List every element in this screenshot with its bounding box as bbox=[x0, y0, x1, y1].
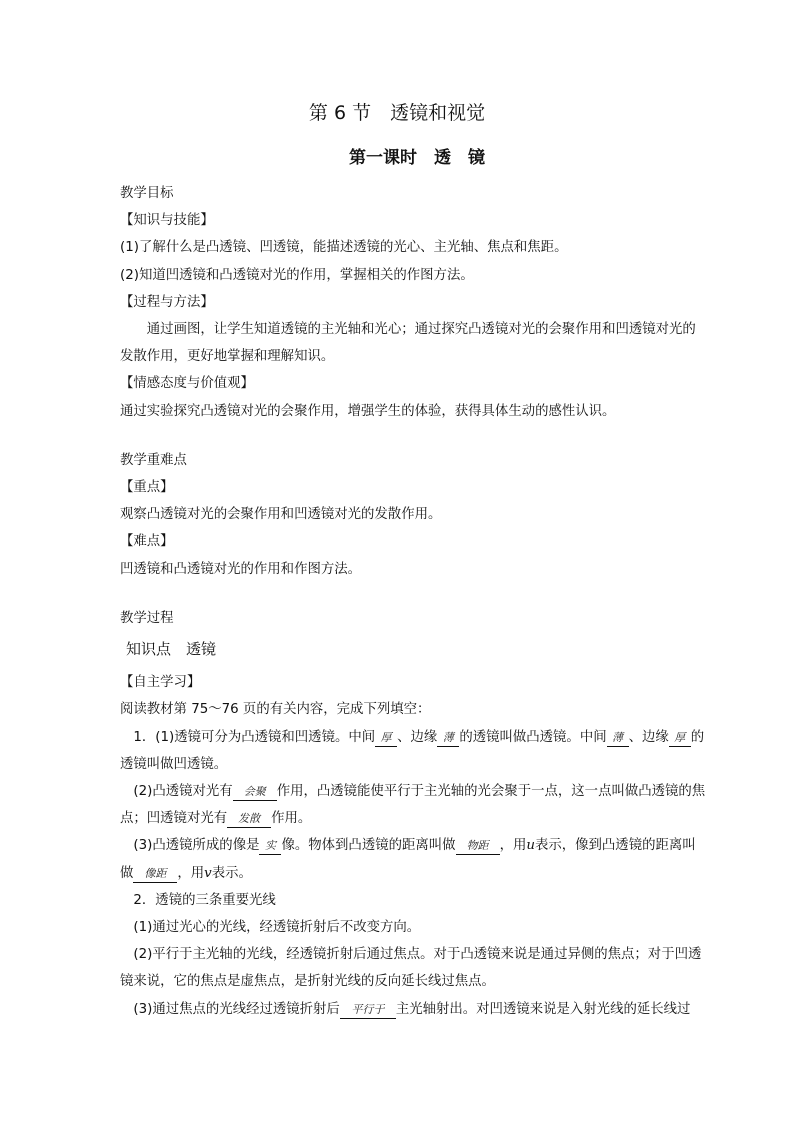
knowledge-point-title: 知识点 透镜 bbox=[126, 640, 217, 659]
q2-text-3: 作用。 bbox=[271, 811, 312, 827]
answer-blank: 薄 bbox=[437, 730, 459, 747]
q3-text-6: 表示。 bbox=[211, 865, 252, 881]
question-1 bbox=[120, 724, 706, 778]
objectives-heading: 教学目标 bbox=[120, 186, 174, 201]
ray3-text-1: (3)通过焦点的光线经过透镜折射后 bbox=[133, 1001, 340, 1017]
attitude-heading: 【情感态度与价值观】 bbox=[120, 376, 254, 392]
process2-heading: 教学过程 bbox=[120, 610, 174, 626]
document-body bbox=[120, 180, 706, 1023]
ray-2: (2)平行于主光轴的光线，经透镜折射后通过焦点。对于凸透镜来说是通过异侧的焦点；对于凹透镜来说，它的焦点是虚焦点，是折射光线的反向延长线过焦点。 bbox=[120, 947, 702, 990]
self-study-intro: 阅读教材第 75～76 页的有关内容，完成下列填空： bbox=[120, 702, 431, 718]
q3-text-2: 像。物体到凸透镜的距离叫做 bbox=[281, 838, 456, 854]
process-text: 通过画图，让学生知道透镜的主光轴和光心；通过探究凸透镜对光的会聚作用和凹透镜对光的发散作用，更好地掌握和理解知识。 bbox=[120, 322, 696, 365]
rays-heading: 2．透镜的三条重要光线 bbox=[133, 892, 276, 908]
focus-text: 观察凸透镜对光的会聚作用和凹透镜对光的发散作用。 bbox=[120, 507, 442, 523]
attitude-text: 通过实验探究凸透镜对光的会聚作用，增强学生的体验，获得具体生动的感性认识。 bbox=[120, 403, 616, 419]
q1-text-5: 的透镜叫做凹透镜。 bbox=[120, 729, 705, 772]
variable-v: v bbox=[204, 865, 212, 881]
difficulty-text: 凹透镜和凸透镜对光的作用和作图方法。 bbox=[120, 561, 362, 577]
focus-heading: 【重点】 bbox=[120, 480, 174, 496]
question-3 bbox=[120, 832, 706, 886]
answer-blank: 薄 bbox=[607, 730, 629, 747]
knowledge-item-2: (2)知道凹透镜和凸透镜对光的作用，掌握相关的作图方法。 bbox=[120, 267, 474, 283]
process-heading: 【过程与方法】 bbox=[120, 294, 214, 310]
answer-blank: 实 bbox=[259, 838, 281, 855]
ray-1: (1)通过光心的光线，经透镜折射后不改变方向。 bbox=[133, 920, 421, 936]
q3-text-3: ，用 bbox=[499, 838, 527, 854]
variable-u: u bbox=[526, 838, 535, 854]
q1-text-1: 1．(1)透镜可分为凸透镜和凹透镜。中间 bbox=[133, 729, 376, 745]
lesson-subtitle: 第一课时 透 镜 bbox=[349, 148, 485, 168]
answer-blank: 平行于 bbox=[340, 1002, 396, 1019]
answer-blank: 物距 bbox=[456, 838, 500, 855]
q3-text-5: ，用 bbox=[177, 865, 205, 881]
keypoints-heading: 教学重难点 bbox=[120, 452, 187, 468]
q2-text-2: 作用，凸透镜能使平行于主光轴的光会聚于一点，这一点叫做凸透镜的焦点；凹透镜对光有 bbox=[120, 784, 706, 827]
knowledge-item-1: (1)了解什么是凸透镜、凹透镜，能描述透镜的光心、主光轴、焦点和焦距。 bbox=[120, 240, 568, 256]
knowledge-heading: 【知识与技能】 bbox=[120, 213, 214, 229]
answer-blank: 厚 bbox=[669, 730, 691, 747]
answer-blank: 发散 bbox=[227, 811, 271, 828]
q1-text-4: 、边缘 bbox=[628, 729, 669, 745]
q1-text-2: 、边缘 bbox=[397, 729, 438, 745]
q3-text-4: 表示，像到凸透镜的距离叫做 bbox=[120, 838, 696, 881]
question-2 bbox=[120, 778, 706, 832]
ray3-text-2: 主光轴射出。对凹透镜来说是入射光线的延长线过 bbox=[395, 1001, 691, 1017]
ray-3 bbox=[120, 996, 706, 1023]
self-study-heading: 【自主学习】 bbox=[120, 675, 201, 691]
answer-blank: 像距 bbox=[133, 866, 177, 883]
answer-blank: 会聚 bbox=[233, 784, 277, 801]
q1-text-3: 的透镜叫做凸透镜。中间 bbox=[459, 729, 607, 745]
section-title: 第 6 节 透镜和视觉 bbox=[308, 102, 486, 124]
q2-text-1: (2)凸透镜对光有 bbox=[133, 784, 233, 800]
q3-text-1: (3)凸透镜所成的像是 bbox=[133, 838, 260, 854]
answer-blank: 厚 bbox=[375, 730, 397, 747]
difficulty-heading: 【难点】 bbox=[120, 534, 174, 550]
